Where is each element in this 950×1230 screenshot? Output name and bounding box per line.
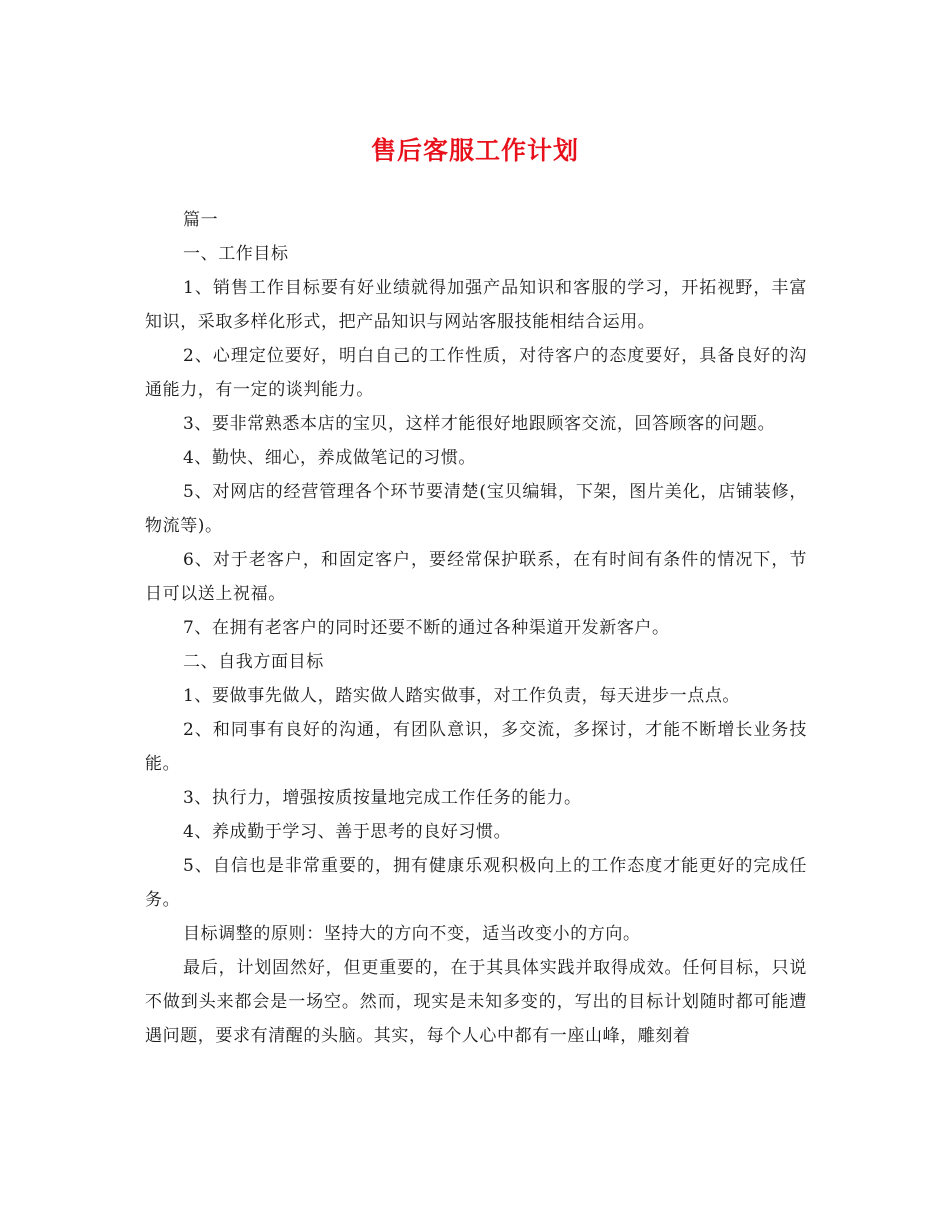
heading-self-goals: 二、自我方面目标: [183, 652, 324, 672]
paragraph: 2、心理定位要好，明白自己的工作性质，对待客户的态度要好，具备良好的沟通能力，有一定的谈判能力。: [145, 346, 807, 400]
paragraph: 2、和同事有良好的沟通，有团队意识，多交流，多探讨，才能不断增长业务技能。: [145, 720, 807, 774]
paragraph: 4、养成勤于学习、善于思考的良好习惯。: [183, 822, 512, 842]
heading-work-goals: 一、工作目标: [183, 244, 289, 264]
paragraph: 5、自信也是非常重要的，拥有健康乐观积极向上的工作态度才能更好的完成任务。: [145, 856, 807, 910]
paragraph: 目标调整的原则：坚持大的方向不变，适当改变小的方向。: [183, 924, 641, 944]
paragraph: 3、要非常熟悉本店的宝贝，这样才能很好地跟顾客交流，回答顾客的问题。: [183, 414, 776, 434]
paragraph: 6、对于老客户，和固定客户，要经常保护联系，在有时间有条件的情况下，节日可以送上祝福。: [145, 550, 807, 604]
paragraph: 1、要做事先做人，踏实做人踏实做事，对工作负责，每天进步一点点。: [183, 686, 741, 706]
paragraph: 7、在拥有老客户的同时还要不断的通过各种渠道开发新客户。: [183, 618, 670, 638]
paragraph: 4、勤快、细心，养成做笔记的习惯。: [183, 448, 477, 468]
page-title: 售后客服工作计划: [370, 136, 579, 165]
paragraph-section-label: 篇一: [183, 210, 219, 230]
paragraph: 3、执行力，增强按质按量地完成工作任务的能力。: [183, 788, 582, 808]
paragraph: 最后，计划固然好，但更重要的，在于其具体实践并取得成效。任何目标，只说不做到头来都会是一场空。然而，现实是未知多变的，写出的目标计划随时都可能遭遇问题，要求有清醒的头脑。其实，每个人心中都有一座山峰，雕刻着: [145, 958, 807, 1046]
paragraph: 5、对网店的经营管理各个环节要清楚(宝贝编辑，下架，图片美化，店铺装修，物流等)。: [145, 482, 807, 536]
document-body: [145, 203, 807, 1053]
paragraph: 1、销售工作目标要有好业绩就得加强产品知识和客服的学习，开拓视野，丰富知识，采取多样化形式，把产品知识与网站客服技能相结合运用。: [145, 278, 807, 332]
